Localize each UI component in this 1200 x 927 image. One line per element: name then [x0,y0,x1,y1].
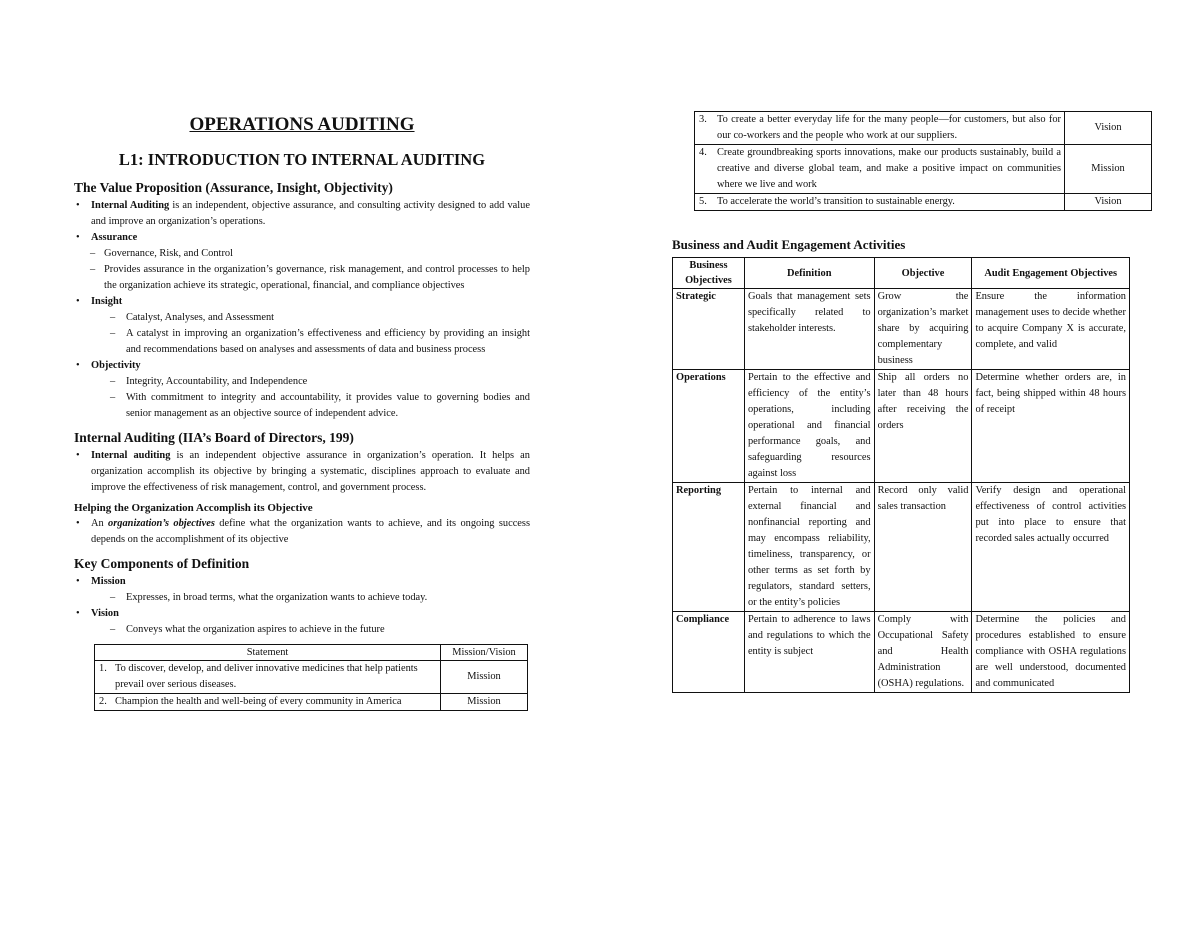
mission-vision-cell: Vision [1065,112,1152,145]
objectivity-sub-item: – Integrity, Accountability, and Independence [74,374,530,390]
internal-auditing-text: is an independent, objective assurance, and consulting activity designed to add value and improve an organization’s operations. [91,200,530,227]
table-header-row [95,645,528,661]
insight-sub-item: – Catalyst, Analyses, and Assessment [74,310,530,326]
column-header-audit-engagement: Audit Engagement Objectives [972,258,1130,289]
audit-objective-cell: Determine whether orders are, in fact, being shipped within 48 hours of receipt [972,370,1130,483]
definition-cell: Pertain to adherence to laws and regulations to which the entity is subject [744,612,874,693]
mission-vision-cell: Mission [441,694,528,711]
business-objective-cell: Operations [673,370,745,483]
business-objective-cell: Compliance [673,612,745,693]
table-row [695,145,1152,194]
table-row [673,483,1130,612]
helping-post: define what the organization wants to achieve, and its ongoing success depends on the accomplishment of its objective [91,518,531,545]
table-row [673,612,1130,693]
objectivity-label: Objectivity [91,360,141,371]
key-components-list [74,574,530,638]
column-header-business-objectives: Business Objectives [673,258,745,289]
value-proposition-list [74,198,530,422]
objective-cell: Record only valid sales transaction [874,483,972,612]
table-row [673,370,1130,483]
statement-text: To accelerate the world’s transition to sustainable energy. [717,196,955,207]
mission-bullet [74,574,530,590]
row-number: 4. [699,147,707,158]
mission-label: Mission [91,576,126,587]
key-components-heading: Key Components of Definition [74,556,250,571]
left-column [74,114,530,711]
internal-auditing-bullet [74,198,530,230]
statement-cell [695,145,1065,194]
lesson-title: L1: INTRODUCTION TO INTERNAL AUDITING [118,150,486,169]
objective-cell: Comply with Occupational Safety and Health Administration (OSHA) regulations. [874,612,972,693]
row-number: 2. [99,696,107,707]
table-row [673,289,1130,370]
definition-cell: Pertain to the effective and efficiency of the entity’s operations, including operational and financial performance goals, and safeguarding resources against loss [744,370,874,483]
column-header-objective: Objective [874,258,972,289]
objective-cell: Grow the organization’s market share by acquiring complementary business [874,289,972,370]
vision-sub-item: – Conveys what the organization aspires to achieve in the future [74,622,530,638]
iia-heading: Internal Auditing (IIA’s Board of Directors, 199) [74,430,354,445]
audit-objective-cell: Verify design and operational effectiveness of control activities put into place to ensure that recorded sales actually occurred [972,483,1130,612]
table-row [95,661,528,694]
row-number: 5. [699,196,707,207]
statement-text: To discover, develop, and deliver innovative medicines that help patients prevail over serious diseases. [115,663,418,690]
column-header-definition: Definition [744,258,874,289]
audit-objective-cell: Ensure the information management uses to decide whether to acquire Company X is accurate, complete, and valid [972,289,1130,370]
mission-vision-table-continued [694,111,1152,211]
statement-cell [95,694,441,711]
insight-sub-item: – A catalyst in improving an organization’s effectiveness and efficiency by providing an insight and recommendations based on analyses and assessments of data and business process [74,326,530,358]
column-header-statement: Statement [95,645,441,661]
assurance-label: Assurance [91,232,138,243]
insight-label: Insight [91,296,123,307]
mission-vision-cell: Mission [1065,145,1152,194]
table-row [695,112,1152,145]
mission-sub-item: – Expresses, in broad terms, what the organization wants to achieve today. [74,590,530,606]
vision-label: Vision [91,608,119,619]
helping-pre: An [91,518,109,529]
iia-bullet [74,448,530,496]
iia-text: is an independent objective assurance in organization’s operation. It helps an organization accomplish its objective by bringing a systematic, disciplines approach to evaluate and improve the effectiveness of risk management, control, and government process. [91,450,530,493]
assurance-sub-item: – Provides assurance in the organization’s governance, risk management, and control processes to help the organization achieve its strategic, operational, financial, and compliance objectives [74,262,530,294]
statement-cell [695,194,1065,211]
objectivity-bullet [74,358,530,374]
statement-text: Create groundbreaking sports innovations, make our products sustainably, build a creative and diverse global team, and make a positive impact on communities where we live and work [717,147,1061,190]
helping-list [74,516,530,548]
definition-cell: Goals that management sets specifically related to stakeholder interests. [744,289,874,370]
mission-vision-table [94,644,528,711]
insight-bullet [74,294,530,310]
helping-heading: Helping the Organization Accomplish its Objective [74,502,313,514]
mission-vision-cell: Vision [1065,194,1152,211]
internal-auditing-label: Internal Auditing [91,200,170,211]
business-objective-cell: Reporting [673,483,745,612]
value-proposition-heading: The Value Proposition (Assurance, Insight, Objectivity) [74,180,393,195]
document-title: OPERATIONS AUDITING [189,114,415,135]
definition-cell: Pertain to internal and external financial and nonfinancial reporting and may encompass reliability, timeliness, transparency, or other terms as set forth by regulators, standard setters, or the entity’s policies [744,483,874,612]
helping-emphasis: organization’s objectives [108,518,215,529]
business-audit-heading: Business and Audit Engagement Activities [672,237,906,252]
audit-objective-cell: Determine the policies and procedures established to ensure compliance with OSHA regulations are well understood, documented and communicated [972,612,1130,693]
objectivity-sub-item: – With commitment to integrity and accountability, it provides value to governing bodies and senior management as an objective source of independent advice. [74,390,530,422]
business-audit-table [672,257,1130,693]
mission-vision-cell: Mission [441,661,528,694]
statement-cell [95,661,441,694]
column-header-mission-vision: Mission/Vision [441,645,528,661]
iia-label: Internal auditing [91,450,171,461]
business-objective-cell: Strategic [673,289,745,370]
assurance-sub-item: – Governance, Risk, and Control [74,246,530,262]
right-column [672,111,1130,693]
table-row [695,194,1152,211]
statement-cell [695,112,1065,145]
table-header-row [673,258,1130,289]
vision-bullet [74,606,530,622]
helping-bullet [74,516,530,548]
table-row [95,694,528,711]
objective-cell: Ship all orders no later than 48 hours after receiving the orders [874,370,972,483]
row-number: 3. [699,114,707,125]
statement-text: To create a better everyday life for the many people—for customers, but also for our co-workers and the people who work at our suppliers. [717,114,1061,141]
iia-list [74,448,530,496]
statement-text: Champion the health and well-being of every community in America [115,696,402,707]
assurance-bullet [74,230,530,246]
row-number: 1. [99,663,107,674]
